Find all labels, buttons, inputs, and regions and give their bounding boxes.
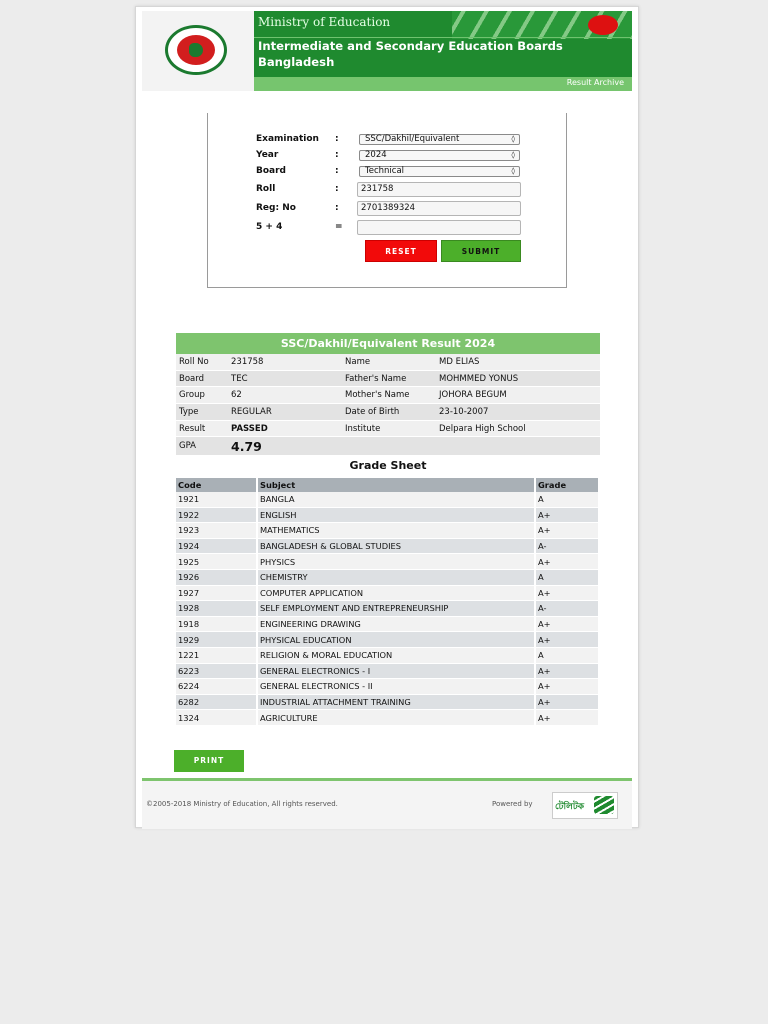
grade-subject-cell: GENERAL ELECTRONICS - I: [257, 663, 535, 679]
grade-subject-cell: PHYSICS: [257, 554, 535, 570]
table-row: [176, 601, 599, 617]
flag-icon: [588, 15, 618, 35]
grade-grade-cell: A+: [535, 632, 599, 648]
archive-bar: [254, 77, 632, 91]
result-archive-link[interactable]: Result Archive: [566, 78, 624, 87]
grade-subject-cell: BANGLA: [257, 492, 535, 507]
teletalk-wave-icon: [594, 796, 614, 814]
table-row: [176, 523, 599, 539]
reg-no-label: Reg: No: [256, 203, 296, 213]
site-subtitle: Bangladesh: [258, 55, 335, 69]
chevron-updown-icon: ◊: [511, 167, 515, 175]
grade-grade-cell: A: [535, 647, 599, 663]
grade-grade-cell: A+: [535, 507, 599, 523]
grade-code-cell: 1928: [176, 601, 257, 617]
grade-subject-cell: SELF EMPLOYMENT AND ENTREPRENEURSHIP: [257, 601, 535, 617]
grade-code-cell: 1221: [176, 647, 257, 663]
grade-sheet-title: Grade Sheet: [349, 459, 427, 472]
grade-code-cell: 1927: [176, 585, 257, 601]
code-header: Code: [176, 478, 257, 492]
government-seal-icon: [165, 25, 227, 75]
grade-grade-cell: A+: [535, 616, 599, 632]
grade-code-cell: 6282: [176, 694, 257, 710]
grade-code-cell: 6223: [176, 663, 257, 679]
ministry-name: Ministry of Education: [258, 15, 391, 29]
table-row: [176, 616, 599, 632]
table-row: [176, 679, 599, 695]
grade-subject-cell: PHYSICAL EDUCATION: [257, 632, 535, 648]
board-label: Board: [256, 166, 286, 176]
grade-subject-cell: ENGLISH: [257, 507, 535, 523]
table-row: [176, 647, 599, 663]
grade-grade-cell: A-: [535, 538, 599, 554]
chevron-updown-icon: ◊: [511, 151, 515, 159]
table-row: [176, 569, 599, 585]
header-banner: [254, 11, 632, 77]
result-title: SSC/Dakhil/Equivalent Result 2024: [176, 333, 600, 354]
grade-grade-cell: A+: [535, 663, 599, 679]
powered-by-text: Powered by: [492, 800, 533, 808]
examination-label: Examination: [256, 134, 319, 144]
search-form: Examination : SSC/Dakhil/Equivalent ◊ Year : 2024 ◊ Board : Technical ◊ Roll : 231758 Reg: No : 2701389324 5 + 4 = RESET SUBMIT: [207, 113, 567, 288]
page-container: [135, 6, 639, 828]
submit-button[interactable]: SUBMIT: [441, 240, 521, 262]
grade-subject-cell: MATHEMATICS: [257, 523, 535, 539]
grade-grade-cell: A+: [535, 585, 599, 601]
teletalk-logo[interactable]: টেলিটক: [552, 792, 618, 819]
grade-subject-cell: COMPUTER APPLICATION: [257, 585, 535, 601]
grade-subject-cell: ENGINEERING DRAWING: [257, 616, 535, 632]
board-select[interactable]: Technical ◊: [359, 166, 520, 177]
grade-code-cell: 1925: [176, 554, 257, 570]
grade-code-cell: 1324: [176, 710, 257, 726]
subject-header: Subject: [257, 478, 535, 492]
footer: [142, 778, 632, 829]
grade-code-cell: 1929: [176, 632, 257, 648]
grade-grade-cell: A: [535, 569, 599, 585]
grade-subject-cell: GENERAL ELECTRONICS - II: [257, 679, 535, 695]
grade-code-cell: 1923: [176, 523, 257, 539]
table-row: [176, 492, 599, 507]
print-button[interactable]: PRINT: [174, 750, 244, 772]
gpa-value: 4.79: [228, 437, 600, 456]
grade-grade-cell: A+: [535, 694, 599, 710]
table-row: [176, 710, 599, 726]
result-status: PASSED: [228, 420, 342, 437]
captcha-input[interactable]: [357, 220, 521, 235]
roll-label: Roll: [256, 184, 276, 194]
student-info-table: Roll No 231758 Name MD ELIAS Board TEC Father's Name MOHMMED YONUS Group 62 Mother's Name JOHORA BEGUM Type REGULAR Date of Birth 23-10-2007 Result PASSED Institute Delpara High School GPA 4.79: [176, 354, 600, 456]
table-row: [176, 585, 599, 601]
reg-no-input[interactable]: 2701389324: [357, 201, 521, 216]
table-row: [176, 507, 599, 523]
grade-subject-cell: RELIGION & MORAL EDUCATION: [257, 647, 535, 663]
grade-header: Grade: [535, 478, 599, 492]
examination-select[interactable]: SSC/Dakhil/Equivalent ◊: [359, 134, 520, 145]
roll-input[interactable]: 231758: [357, 182, 521, 197]
grade-code-cell: 1921: [176, 492, 257, 507]
grade-grade-cell: A: [535, 492, 599, 507]
grade-code-cell: 1922: [176, 507, 257, 523]
chevron-updown-icon: ◊: [511, 135, 515, 143]
site-header: [142, 11, 632, 91]
grade-subject-cell: INDUSTRIAL ATTACHMENT TRAINING: [257, 694, 535, 710]
table-row: [176, 632, 599, 648]
grade-code-cell: 6224: [176, 679, 257, 695]
grade-grade-cell: A-: [535, 601, 599, 617]
grade-code-cell: 1924: [176, 538, 257, 554]
site-title: Intermediate and Secondary Education Boards: [258, 39, 563, 53]
table-row: [176, 554, 599, 570]
year-select[interactable]: 2024 ◊: [359, 150, 520, 161]
captcha-question: 5 + 4: [256, 222, 283, 232]
table-row: [176, 694, 599, 710]
grade-grade-cell: A+: [535, 554, 599, 570]
grade-subject-cell: BANGLADESH & GLOBAL STUDIES: [257, 538, 535, 554]
logo-panel: [142, 11, 254, 91]
copyright-text: ©2005-2018 Ministry of Education, All rights reserved.: [146, 800, 338, 808]
table-row: [176, 538, 599, 554]
reset-button[interactable]: RESET: [365, 240, 437, 262]
grade-subject-cell: CHEMISTRY: [257, 569, 535, 585]
grade-grade-cell: A+: [535, 710, 599, 726]
grade-code-cell: 1918: [176, 616, 257, 632]
grade-grade-cell: A+: [535, 523, 599, 539]
grade-grade-cell: A+: [535, 679, 599, 695]
grade-subject-cell: AGRICULTURE: [257, 710, 535, 726]
grade-sheet-table: [176, 478, 600, 726]
grade-code-cell: 1926: [176, 569, 257, 585]
year-label: Year: [256, 150, 279, 160]
table-row: [176, 663, 599, 679]
